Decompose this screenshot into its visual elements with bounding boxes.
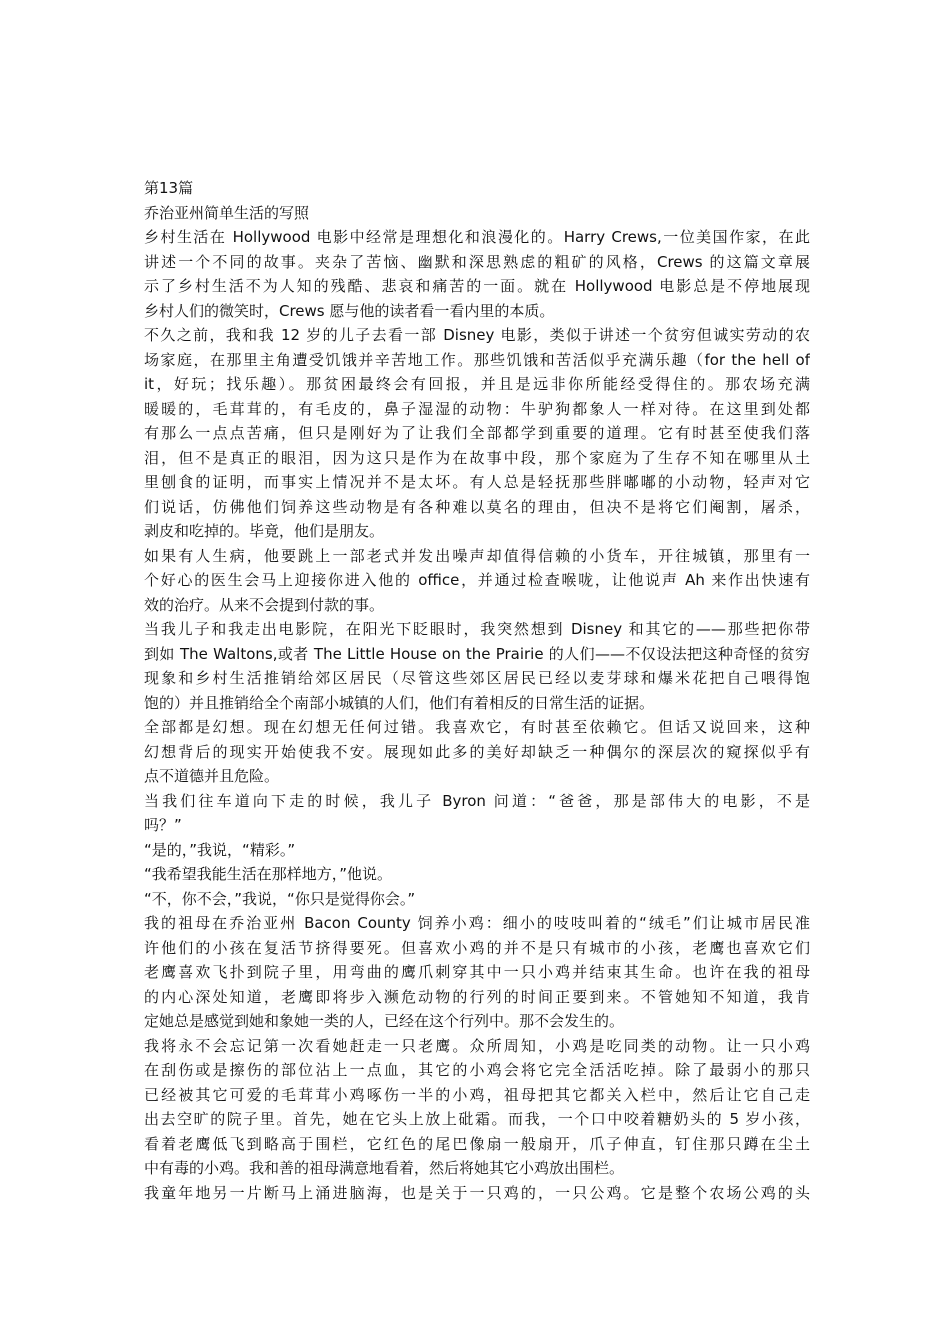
text-line: 已经被其它可爱的毛茸茸小鸡啄伤一半的小鸡，祖母把其它都关入栏中，然后让它自己走 — [144, 1085, 810, 1104]
text-line: 中有毒的小鸡。我和善的祖母满意地看着，然后将她其它小鸡放出围栏。 — [144, 1159, 625, 1177]
text-line: 暖暖的，毛茸茸的，有毛皮的，鼻子湿湿的动物：牛驴狗都象人一样对待。在这里到处都 — [144, 399, 810, 418]
text-line: 讲述一个不同的故事。夹杂了苦恼、幽默和深思熟虑的粗矿的风格，Crews 的这篇文章展 — [144, 252, 810, 271]
text-line: “我希望我能生活在那样地方，”他说。 — [144, 865, 393, 883]
text-line: it，好玩；找乐趣）。那贫困最终会有回报，并且是远非你所能经受得住的。那农场充满 — [144, 375, 810, 393]
text-line: 定她总是感觉到她和象她一类的人，已经在这个行列中。那不会发生的。 — [144, 1012, 625, 1030]
text-line: 许他们的小孩在复活节挤得要死。但喜欢小鸡的并不是只有城市的小孩，老鹰也喜欢它们 — [144, 938, 810, 957]
text-line: 全部都是幻想。现在幻想无任何过错。我喜欢它，有时甚至依赖它。但话又说回来，这种 — [144, 718, 810, 736]
text-line: 我童年地另一片断马上涌进脑海，也是关于一只鸡的，一只公鸡。它是整个农场公鸡的头 — [144, 1183, 810, 1202]
text-line: 个好心的医生会马上迎接你进入他的 office，并通过检查喉咙，让他说声 Ah 来作出快速有 — [144, 571, 810, 589]
document-body — [144, 225, 810, 1205]
text-line: 到如 The Waltons,或者 The Little House on the Prairie 的人们——不仅设法把这种奇怪的贫穷 — [144, 644, 810, 663]
text-line: 里刨食的证明，而事实上情况并不是太坏。有人总是轻抚那些胖嘟嘟的小动物，轻声对它 — [144, 473, 810, 491]
text-line: “是的，”我说，“精彩。” — [144, 840, 296, 859]
text-line: 的内心深处知道，老鹰即将步入濒危动物的行列的时间正要到来。不管她知不知道，我肯 — [144, 987, 810, 1006]
text-line: 现象和乡村生活推销给郊区居民（尽管这些郊区居民已经以麦芽球和爆米花把自己喂得饱 — [144, 669, 810, 687]
text-line: “不，你不会，”我说，“你只是觉得你会。” — [144, 889, 416, 908]
document-page — [144, 176, 810, 1205]
text-line: 老鹰喜欢飞扑到院子里，用弯曲的鹰爪刺穿其中一只小鸡并结束其生命。也许在我的祖母 — [144, 963, 810, 981]
text-line: 吗？” — [144, 816, 182, 834]
text-line: 幻想背后的现实开始使我不安。展现如此多的美好却缺乏一种偶尔的深层次的窥探似乎有 — [144, 742, 810, 761]
text-line: 出去空旷的院子里。首先，她在它头上放上砒霜。而我，一个口中咬着糖奶头的 5 岁小孩， — [144, 1110, 810, 1128]
document-title: 乔治亚州简单生活的写照 — [144, 203, 310, 222]
text-line: 如果有人生病，他要跳上一部老式并发出噪声却值得信赖的小货车，开往城镇，那里有一 — [144, 546, 810, 565]
text-line: 场家庭，在那里主角遭受饥饿并辛苦地工作。那些饥饿和苦活似乎充满乐趣（for the hell of — [144, 350, 810, 369]
text-line: 示了乡村生活不为人知的残酷、悲哀和痛苦的一面。就在 Hollywood 电影总是不停地展现 — [144, 277, 810, 295]
text-line: 我的祖母在乔治亚州 Bacon County 饲养小鸡：细小的吱吱叫着的“绒毛”们让城市居民准 — [144, 914, 810, 932]
chapter-heading: 第13篇 — [144, 179, 194, 197]
text-line: 剥皮和吃掉的。毕竟，他们是朋友。 — [144, 522, 385, 540]
text-line: 乡村人们的微笑时，Crews 愿与他的读者看一看内里的本质。 — [144, 301, 555, 320]
text-line: 点不道德并且危险。 — [144, 767, 280, 785]
text-line: 效的治疗。从来不会提到付款的事。 — [144, 595, 385, 614]
text-line: 们说话，仿佛他们饲养这些动物是有各种难以莫名的理由，但决不是将它们阉割，屠杀， — [144, 497, 810, 516]
text-line: 我将永不会忘记第一次看她赶走一只老鹰。众所周知，小鸡是吃同类的动物。让一只小鸡 — [144, 1036, 810, 1055]
text-line: 在刮伤或是擦伤的部位沾上一点血，其它的小鸡会将它完全活活吃掉。除了最弱小的那只 — [144, 1061, 810, 1079]
text-line: 有那么一点点苦痛，但只是刚好为了让我们全部都学到重要的道理。它有时甚至使我们落 — [144, 424, 810, 442]
text-line: 泪，但不是真正的眼泪，因为这只是作为在故事中段，那个家庭为了生存不知在哪里从土 — [144, 448, 810, 467]
text-line: 当我们往车道向下走的时候，我儿子 Byron 问道：“爸爸，那是部伟大的电影，不是 — [144, 791, 810, 810]
text-line: 看着老鹰低飞到略高于围栏，它红色的尾巴像扇一般扇开，爪子伸直，钉住那只蹲在尘土 — [144, 1134, 810, 1153]
text-line: 不久之前，我和我 12 岁的儿子去看一部 Disney 电影，类似于讲述一个贫穷但诚实劳动的农 — [144, 326, 810, 344]
text-line: 饱的）并且推销给全个南部小城镇的人们，他们有着相反的日常生活的证据。 — [144, 693, 655, 712]
text-line: 当我儿子和我走出电影院，在阳光下眨眼时，我突然想到 Disney 和其它的——那些把你带 — [144, 620, 810, 638]
text-line: 乡村生活在 Hollywood 电影中经常是理想化和浪漫化的。Harry Crews,一位美国作家，在此 — [144, 228, 810, 246]
